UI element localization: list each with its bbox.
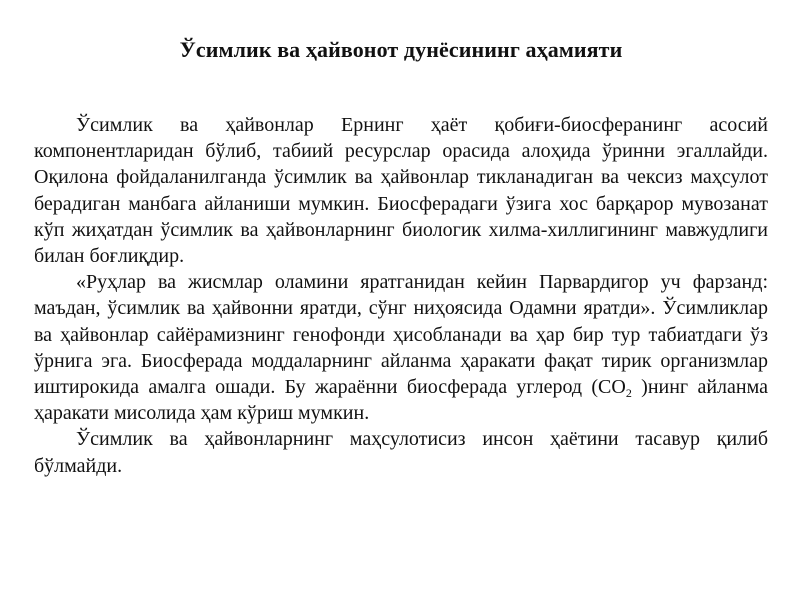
formula-subscript: 2: [625, 386, 632, 401]
document-body: [34, 112, 768, 479]
paragraph-1: Ўсимлик ва ҳайвонлар Ернинг ҳаёт қобиғи-биосферанинг асосий компонентларидан бўлиб, табиий ресурслар орасида алоҳида ўринни эгаллайди. Оқилона фойдаланилганда ўсимлик ва ҳайвонлар тикланадиган ва чексиз маҳсулот берадиган манбага айланиши мумкин. Биосферадаги ўзига хос барқарор мувозанат кўп жиҳатдан ўсимлик ва ҳайвонларнинг биологик хилма-хиллигининг мавжудлиги билан боғлиқдир.: [34, 114, 768, 268]
paragraph-2-text-before: «Руҳлар ва жисмлар оламини яратганидан кейин Парвардигор уч фарзанд: маъдан, ўсимлик ва ҳайвонни яратди, сўнг ниҳоясида Одамни яратди». Ўсимликлар ва ҳайвонлар сайёрамизнинг генофонди ҳисобланади ва ҳар бир тур табиатдаги ўз ўрнига эга. Биосферада моддаларнинг айланма ҳаракати фақат тирик организмлар иштирокида амалга ошади. Бу жараённи биосферада углерод (: [34, 271, 768, 399]
paragraph-2: [34, 269, 768, 426]
paragraph-2-text-after: )нинг айланма ҳаракати мисолида ҳам кўриш мумкин.: [34, 376, 768, 425]
formula-base: CO: [598, 376, 626, 399]
document-title: Ўсимлик ва ҳайвонот дунёсининг аҳамияти: [179, 37, 623, 62]
co2-formula: [598, 376, 632, 401]
paragraph-3: Ўсимлик ва ҳайвонларнинг маҳсулотисиз инсон ҳаётини тасавур қилиб бўлмайди.: [34, 428, 768, 477]
